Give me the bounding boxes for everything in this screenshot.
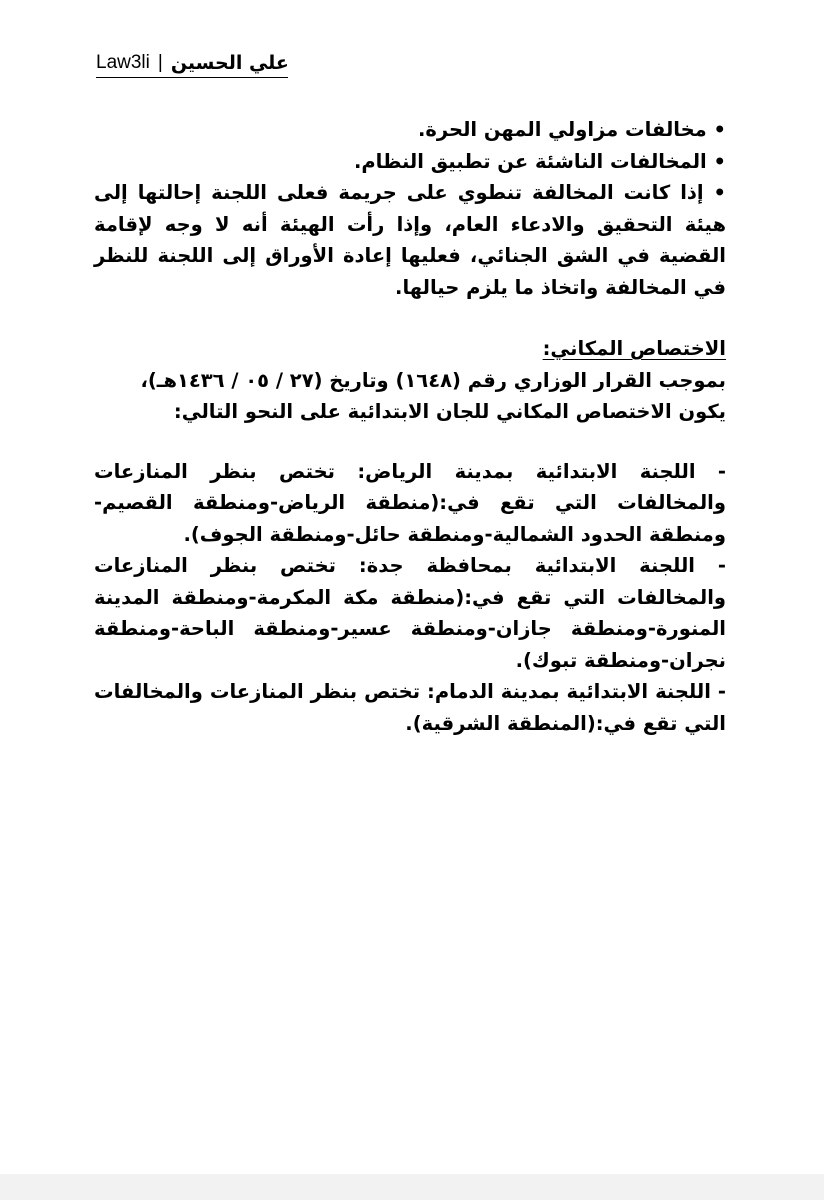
committee-item: - اللجنة الابتدائية بمدينة الرياض: تختص بنظر المنازعات والمخالفات التي تقع في:(منطقة الرياض-ومنطقة القصيم-ومنطقة الحدود الشمالية-ومنطقة حائل-ومنطقة الجوف).: [94, 459, 726, 546]
spacer: [94, 428, 726, 456]
committee-item: - اللجنة الابتدائية بمدينة الدمام: تختص بنظر المنازعات والمخالفات التي تقع في:(المنطقة الشرقية).: [94, 680, 726, 735]
bullet-item: • المخالفات الناشئة عن تطبيق النظام.: [353, 149, 726, 173]
page-header: [96, 50, 289, 76]
section-intro-line: بموجب القرار الوزاري رقم (١٦٤٨) وتاريخ (٢٧ / ٠٥ / ١٤٣٦هـ)،: [140, 368, 726, 392]
brand-name: Law3li: [96, 52, 150, 73]
bullet-item: • إذا كانت المخالفة تنطوي على جريمة فعلى اللجنة إحالتها إلى هيئة التحقيق والادعاء العام، وإذا رأت الهيئة أنه لا وجه لإقامة القضية في الشق الجنائي، فعليها إعادة الأوراق إلى اللجنة للنظر في المخالفة واتخاذ ما يلزم حيالها.: [94, 181, 726, 299]
section-heading: الاختصاص المكاني:: [542, 337, 726, 360]
document-body: [94, 114, 726, 739]
bullet-item: • مخالفات مزاولي المهن الحرة.: [417, 118, 726, 141]
spacer: [94, 303, 726, 333]
committee-item: - اللجنة الابتدائية بمحافظة جدة: تختص بنظر المنازعات والمخالفات التي تقع في:(منطقة مكة المكرمة-ومنطقة المدينة المنورة-ومنطقة جازان-ومنطقة عسير-ومنطقة الباحة-ومنطقة نجران-ومنطقة تبوك).: [94, 554, 726, 672]
page-bottom-edge: [0, 1174, 824, 1200]
author-name: علي الحسين: [170, 52, 289, 74]
section-intro-line: يكون الاختصاص المكاني للجان الابتدائية على النحو التالي:: [173, 400, 726, 423]
header-underline: [96, 77, 288, 78]
header-separator: |: [157, 52, 163, 73]
